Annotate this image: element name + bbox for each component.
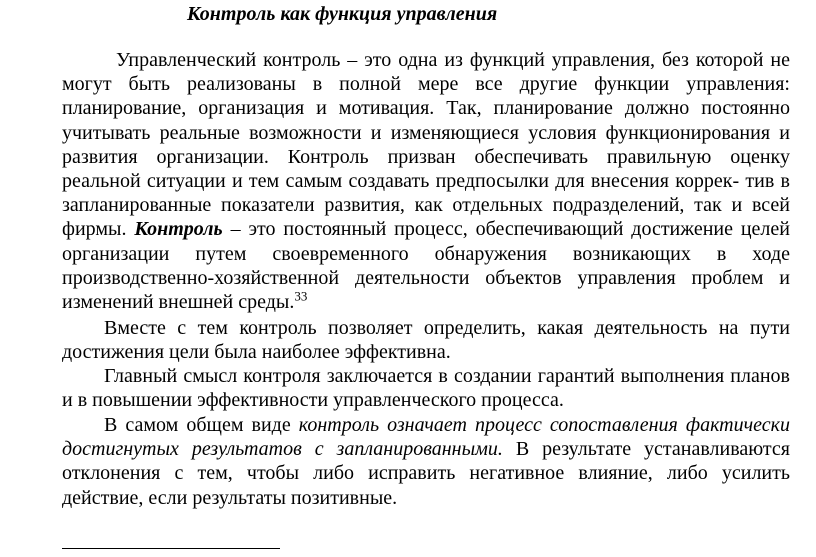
definition-italic: контроль означает процесс сопоставления фактически достигнутых результатов с запланированными. [62,414,790,461]
paragraph-text: Управленческий контроль – это одна из функций управления, без которой не могут быть реализованы в полной мере все другие функции управления: планирование, организация и мотивация. Так, планирование должно постоянно учитывать реальные возможности и изменяющиеся условия функционирования и развития организации. Контроль призван обеспечивать правильную оценку реальной ситуации и тем самым создавать предпосылки для внесения коррек- тив в запланированные показатели развития, как отдельных подразделений, так и всей фирмы. [62,49,790,241]
paragraph-text: В результате устанавливаются отклонения с тем, чтобы либо исправить негативное влияние, либо усилить действие, если результаты позитивные. [62,438,790,509]
section-heading: Контроль как функция управления [187,3,498,25]
paragraph-text: – это постоянный процесс, обеспечивающий достижение целей организации путем своевременного обнаружения возникающих в ходе производственно-хозяйственной деятельности объектов управления проблем и изменений внешней среды. [62,218,790,314]
paragraph-effectiveness: Вместе с тем контроль позволяет определить, какая деятельность на пути достижения цели была наиболее эффективна. [62,317,790,364]
paragraph-control-definition [62,48,790,314]
footnote-reference: 33 [294,288,308,304]
paragraph-general-definition [62,413,790,510]
term-control: Контроль [134,218,223,241]
paragraph-main-meaning: Главный смысл контроля заключается в создании гарантий выполнения планов и в повышении эффективности управленческого процесса. [62,365,790,412]
paragraph-text: В самом общем виде [104,414,299,436]
footnote-separator [62,548,280,549]
